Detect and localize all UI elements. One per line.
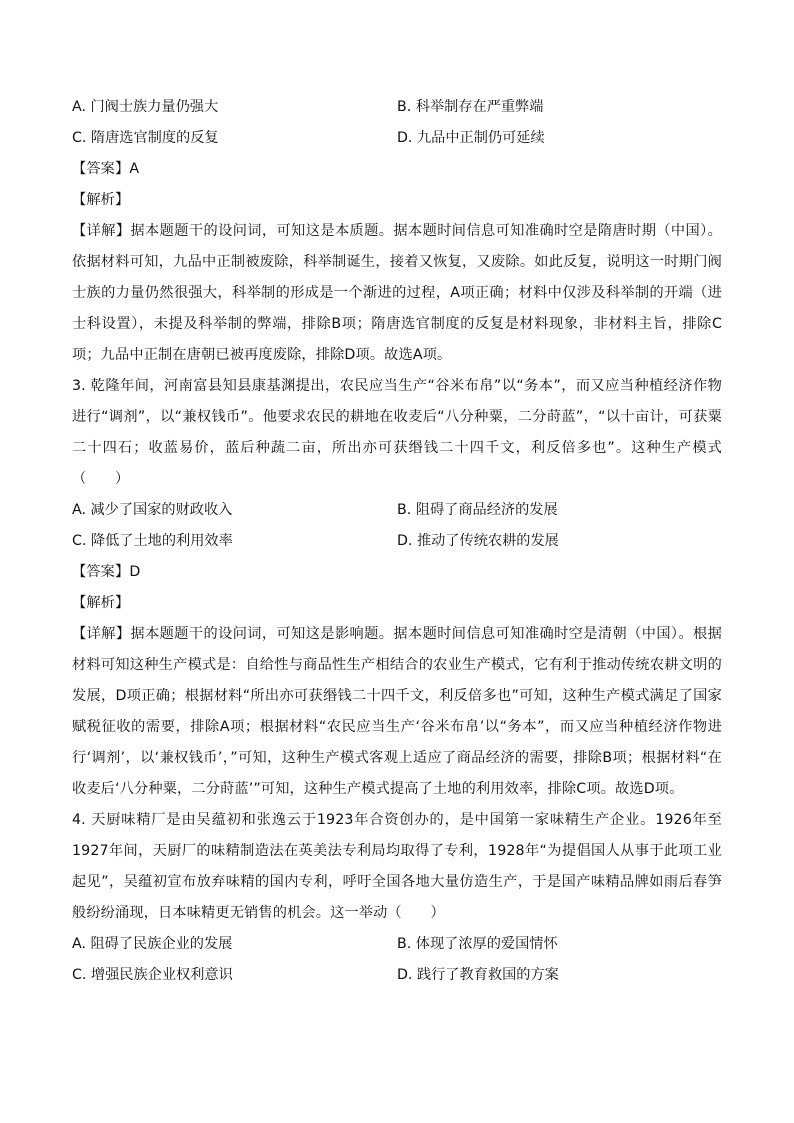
answer-label: 【答案】D	[72, 564, 141, 580]
option-b: B. 阻碍了商品经济的发展	[397, 502, 558, 518]
options-row-ab	[72, 92, 722, 123]
option-b: B. 体现了浓厚的爱国情怀	[397, 936, 558, 952]
question-stem: 4. 天厨味精厂是由吴蕴初和张逸云于1923年合资创办的，是中国第一家味精生产企业。1926年至1927年间，天厨厂的味精制造法在英美法专利局均取得了专利，1928年“为提倡国人从事于此项工业起见”，吴蕴初宣布放弃味精的国内专利，呼吁全国各地大量仿造生产，于是国产味精品牌如雨后春笋般纷纷涌现，日本味精更无销售的机会。这一举动（ ）	[72, 812, 722, 921]
option-d: D. 践行了教育救国的方案	[397, 967, 559, 983]
option-b: B. 科举制存在严重弊端	[397, 99, 544, 115]
options-row-ab	[72, 929, 722, 960]
option-a: A. 减少了国家的财政收入	[72, 502, 233, 518]
document-page	[72, 92, 722, 991]
analysis-label: 【解析】	[72, 595, 130, 611]
option-a: A. 阻碍了民族企业的发展	[72, 936, 233, 952]
option-c: C. 降低了土地的利用效率	[72, 533, 233, 549]
question-4-block	[72, 805, 722, 991]
option-c: C. 隋唐选官制度的反复	[72, 130, 219, 146]
options-row-cd	[72, 123, 722, 154]
detail-paragraph: 【详解】据本题题干的设问词，可知这是本质题。据本题时间信息可知准确时空是隋唐时期（中国）。依据材料可知，九品中正制被废除，科举制诞生，接着又恢复，又废除。如此反复，说明这一时期门阀士族的力量仍然很强大，科举制的形成是一个渐进的过程，A项正确；材料中仅涉及科举制的开端（进士科设置），未提及科举制的弊端，排除B项；隋唐选官制度的反复是材料现象，非材料主旨，排除C项；九品中正制在唐朝已被再度废除，排除D项。故选A项。	[72, 223, 722, 363]
question-2-block	[72, 92, 722, 371]
detail-paragraph: 【详解】据本题题干的设问词，可知这是影响题。据本题时间信息可知准确时空是清朝（中国）。根据材料可知这种生产模式是：自给性与商品性生产相结合的农业生产模式，它有利于推动传统农耕文明的发展，D项正确；根据材料“所出亦可获缗钱二十四千文，利反倍多也”可知，这种生产模式满足了国家赋税征收的需要，排除A项；根据材料“农民应当生产‘谷米布帛’以“务本”，而又应当种植经济作物进行‘调剂’，以‘兼权钱币’，”可知，这种生产模式客观上适应了商品经济的需要，排除B项；根据材料“在收麦后‘八分种粟，二分莳蓝’”可知，这种生产模式提高了土地的利用效率，排除C项。故选D项。	[72, 626, 722, 797]
question-3-block	[72, 371, 722, 805]
option-a: A. 门阀士族力量仍强大	[72, 99, 219, 115]
options-row-ab	[72, 495, 722, 526]
option-d: D. 九品中正制仍可延续	[397, 130, 545, 146]
option-c: C. 增强民族企业权利意识	[72, 967, 233, 983]
answer-label: 【答案】A	[72, 161, 140, 177]
question-stem: 3. 乾隆年间，河南富县知县康基渊提出，农民应当生产“谷米布帛”以“务本”，而又应当种植经济作物进行“调剂”，以“兼权钱币”。他要求农民的耕地在收麦后“八分种粟，二分莳蓝”，“以十亩计，可获粟二十四石；收蓝易价，蓝后种蔬二亩，所出亦可获缗钱二十四千文，利反倍多也”。这种生产模式（ ）	[72, 378, 722, 487]
analysis-label: 【解析】	[72, 192, 130, 208]
option-d: D. 推动了传统农耕的发展	[397, 533, 559, 549]
options-row-cd	[72, 526, 722, 557]
options-row-cd	[72, 960, 722, 991]
